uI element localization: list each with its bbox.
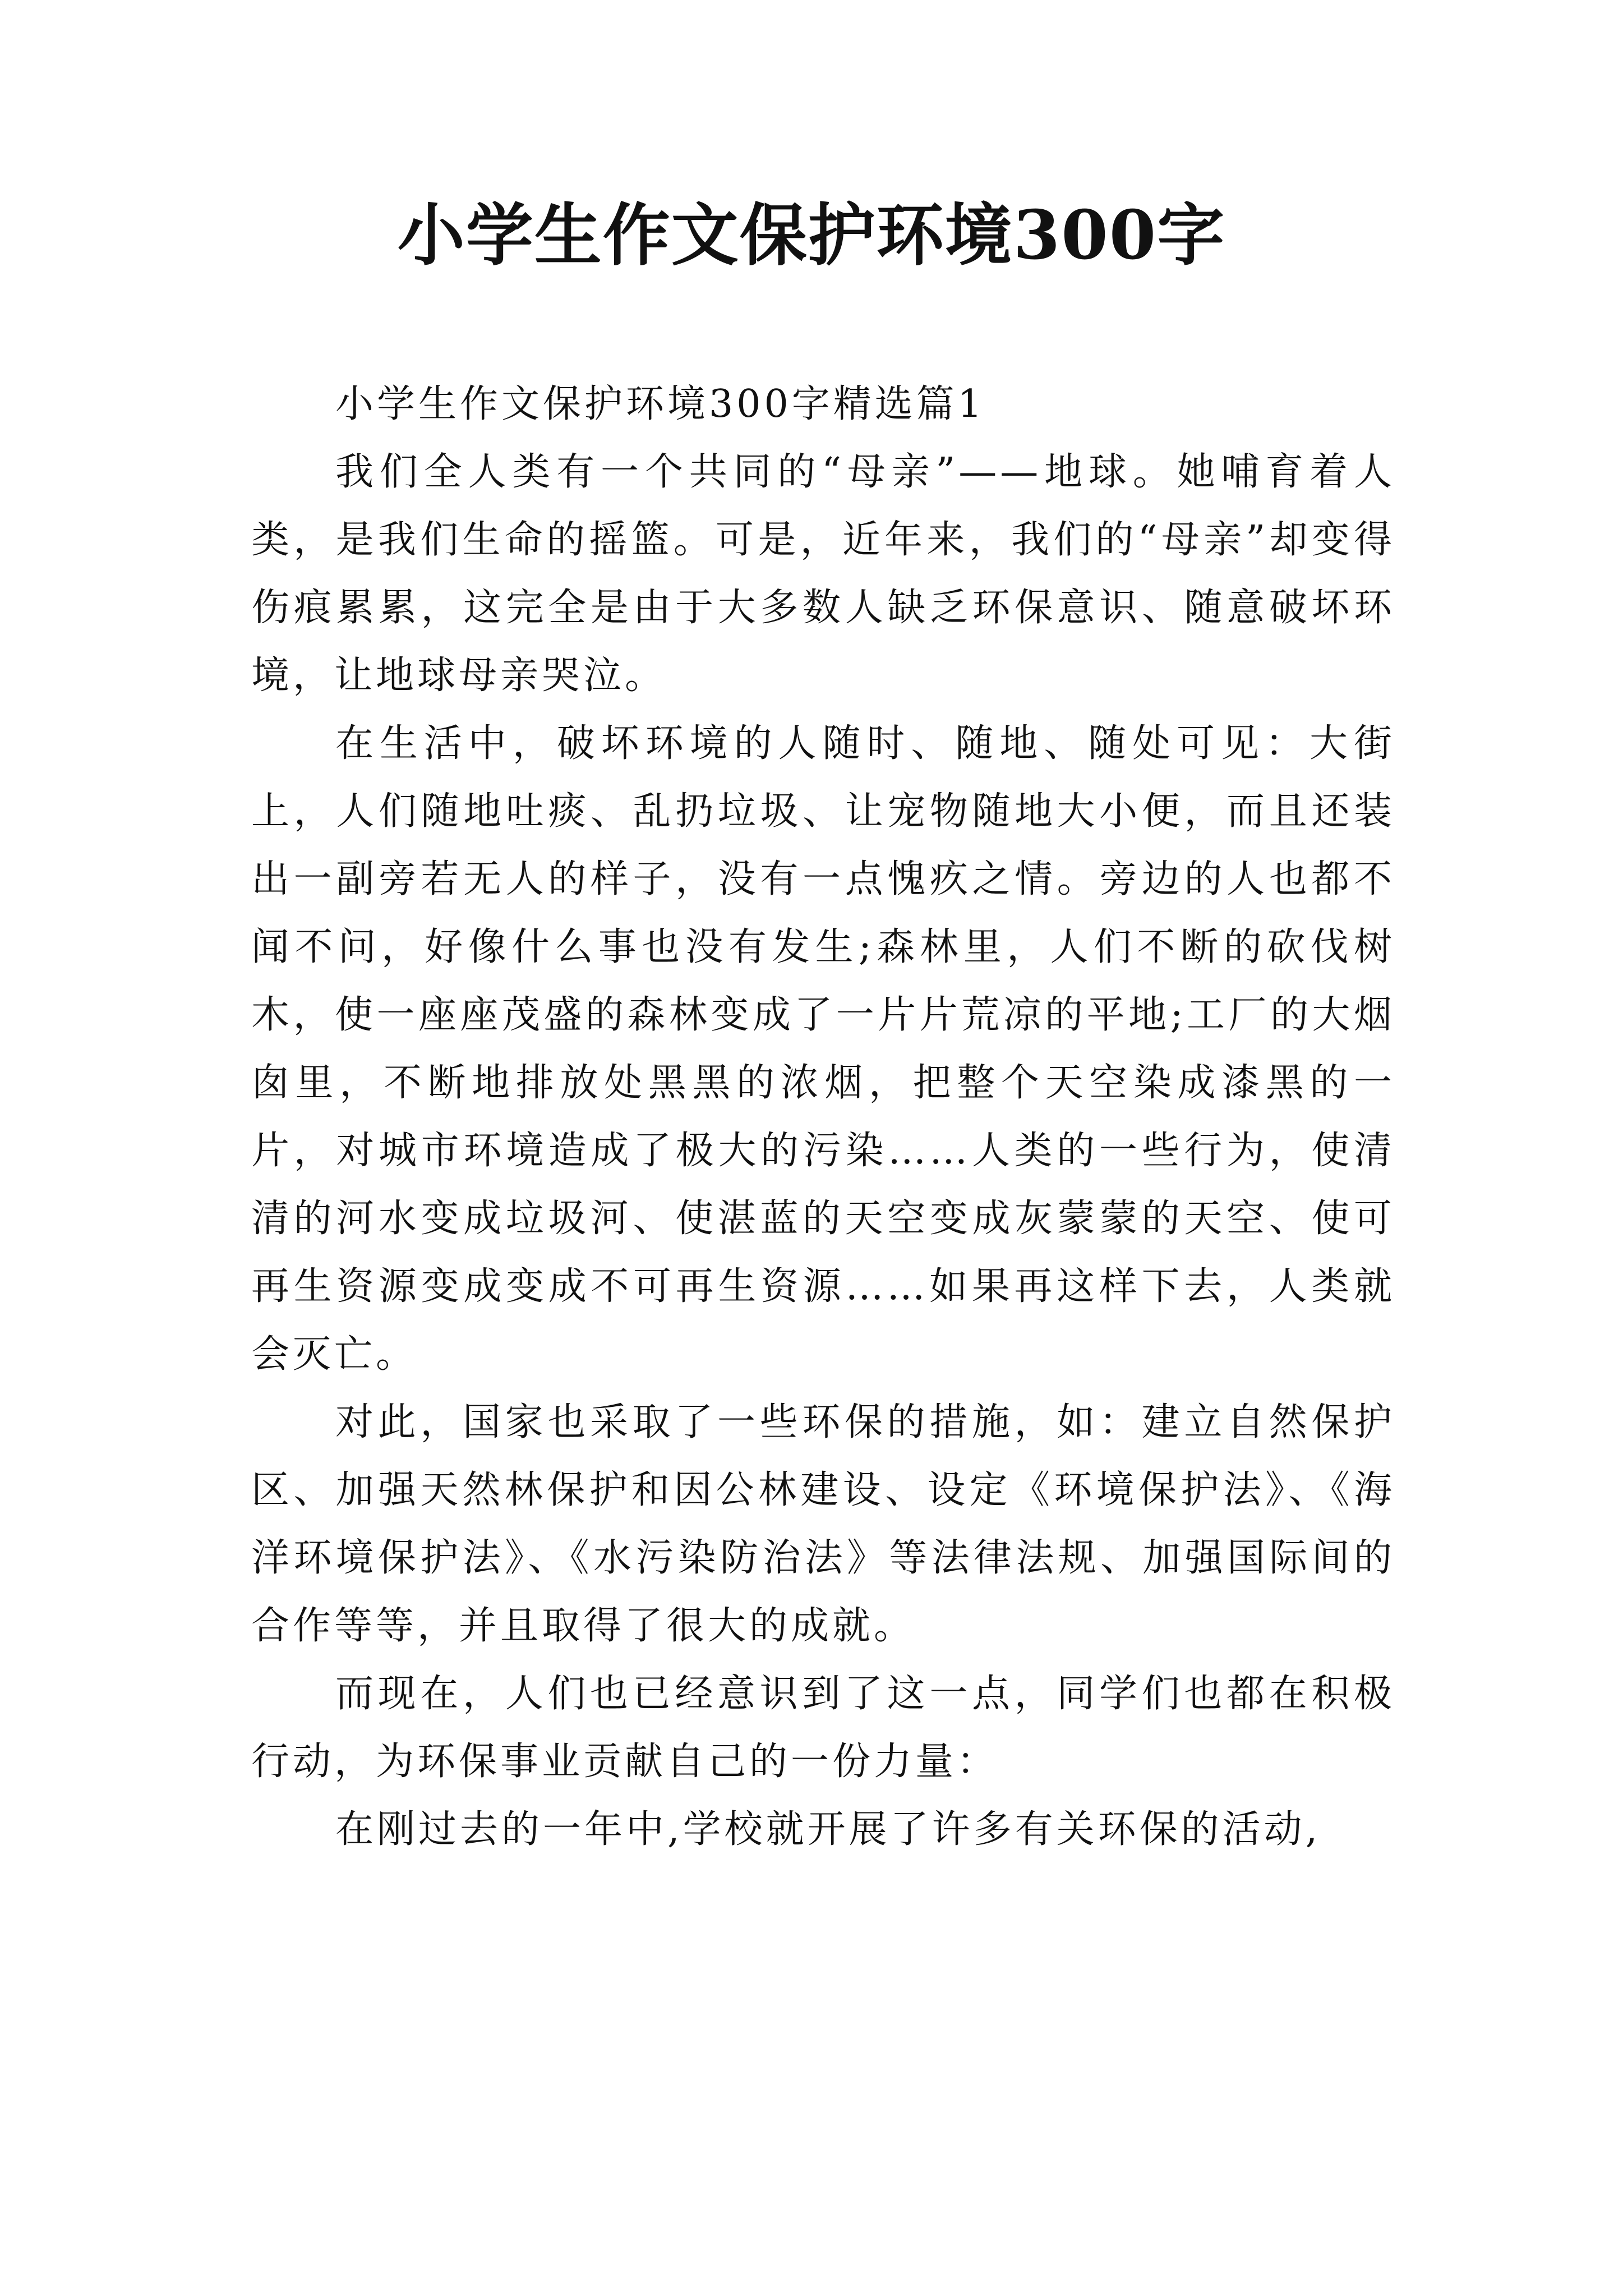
document-body (251, 370, 1395, 1864)
paragraph-1: 我们全人类有一个共同的“母亲”——地球。她哺育着人类，是我们生命的摇篮。可是，近年来，我们的“母亲”却变得伤痕累累，这完全是由于大多数人缺乏环保意识、随意破坏环境，让地球母亲哭泣。 (251, 450, 1395, 698)
paragraph-3: 对此，国家也采取了一些环保的措施，如：建立自然保护区、加强天然林保护和因公林建设、设定《环境保护法》、《海洋环境保护法》、《水污染防治法》等法律法规、加强国际间的合作等等，并且取得了很大的成就。 (251, 1400, 1395, 1648)
paragraph-4: 而现在，人们也已经意识到了这一点，同学们也都在积极行动，为环保事业贡献自己的一份力量： (251, 1672, 1395, 1784)
paragraph-5: 在刚过去的一年中,学校就开展了许多有关环保的活动, (335, 1807, 1321, 1852)
section-heading: 小学生作文保护环境300字精选篇1 (335, 382, 986, 426)
paragraph-2: 在生活中，破坏环境的人随时、随地、随处可见：大街上，人们随地吐痰、乱扔垃圾、让宠物随地大小便，而且还装出一副旁若无人的样子，没有一点愧疚之情。旁边的人也都不闻不问，好像什么事也没有发生;森林里，人们不断的砍伐树木，使一座座茂盛的森林变成了一片片荒凉的平地;工厂的大烟囱里，不断地排放处黑黑的浓烟，把整个天空染成漆黑的一片，对城市环境造成了极大的污染……人类的一些行为，使清清的河水变成垃圾河、使湛蓝的天空变成灰蒙蒙的天空、使可再生资源变成变成不可再生资源……如果再这样下去，人类就会灭亡。 (251, 721, 1395, 1377)
document-title: 小学生作文保护环境300字 (397, 196, 1226, 275)
